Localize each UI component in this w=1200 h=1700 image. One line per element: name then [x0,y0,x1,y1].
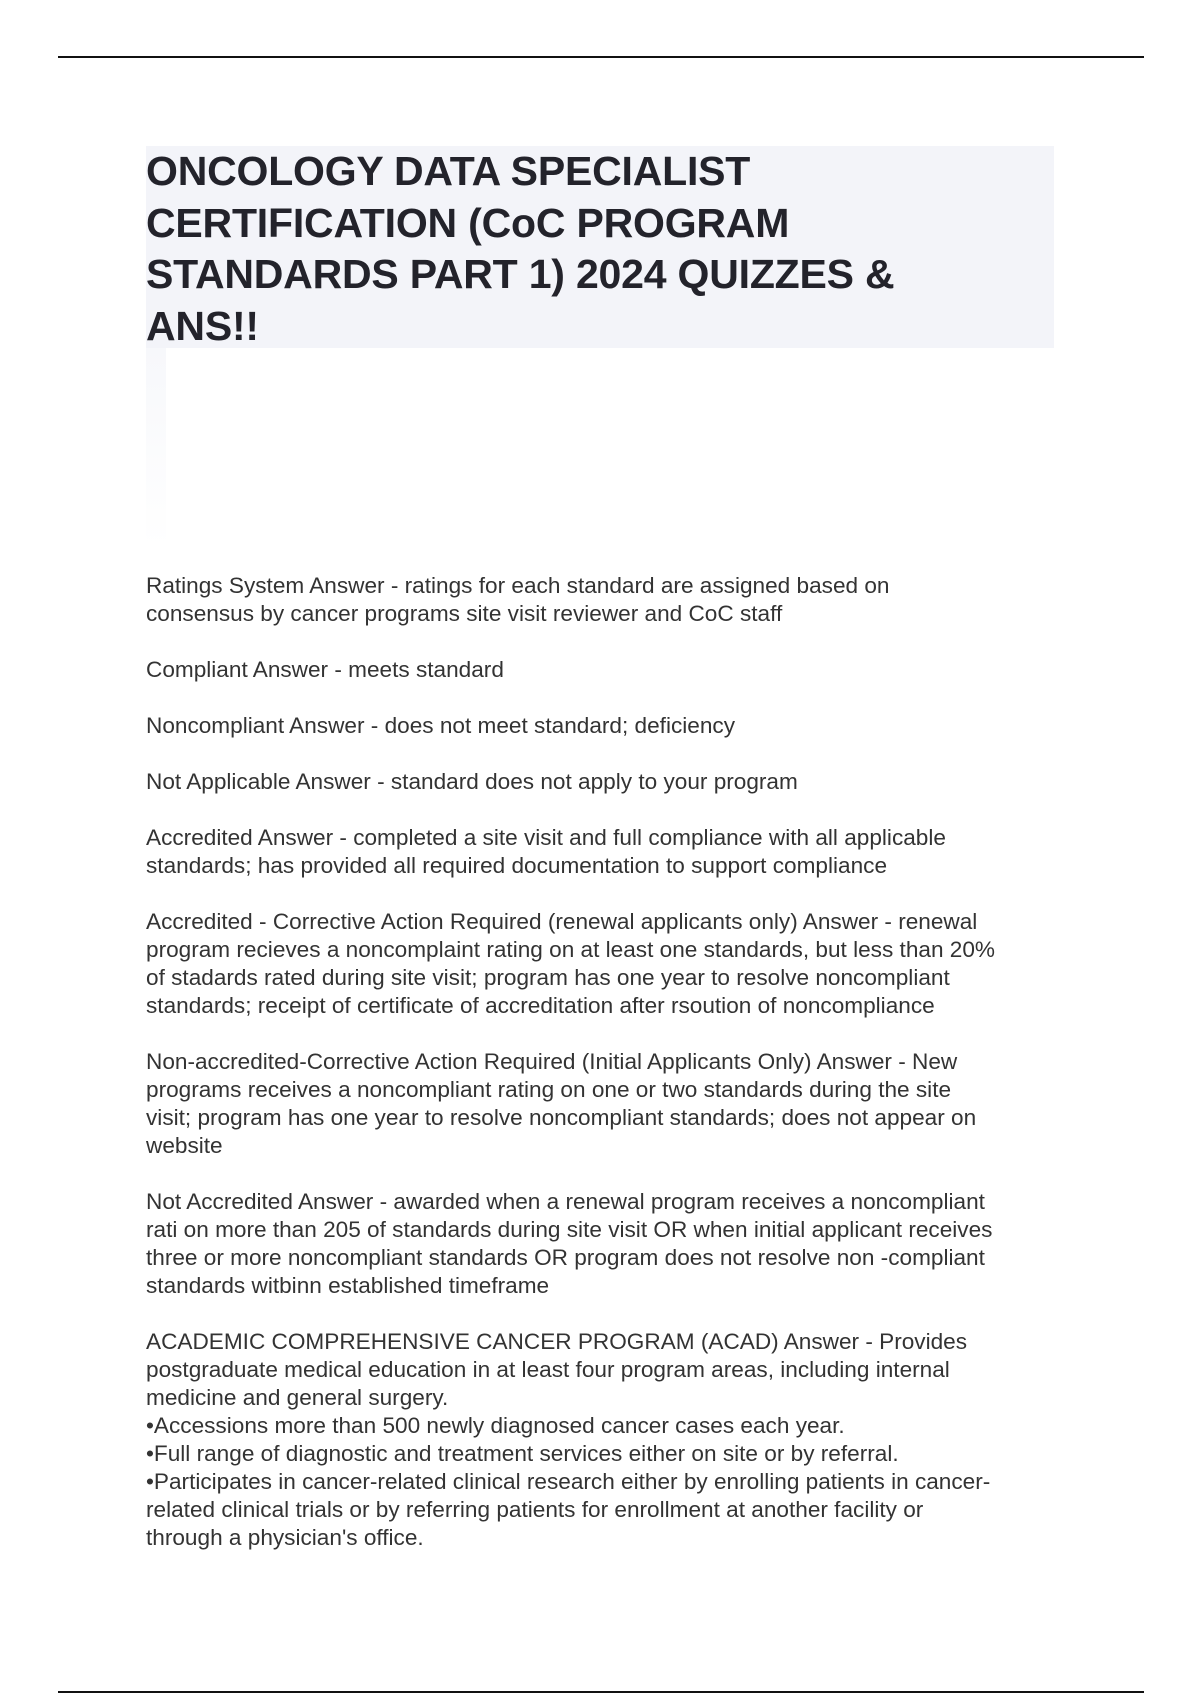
qa-entry-ratings-system: Ratings System Answer - ratings for each standard are assigned based on consensus by cancer programs site visit reviewer and CoC staff [146,573,890,626]
qa-entry-non-accredited-corrective: Non-accredited-Corrective Action Required (Initial Applicants Only) Answer - New programs receives a noncompliant rating on one or two standards during the site visit; program has one year to resolve noncompliant standards; does not appear on website [146,1049,977,1158]
header-rule [58,56,1144,58]
qa-entry-accredited: Accredited Answer - completed a site visit and full compliance with all applicable standards; has provided all required documentation to support compliance [146,825,946,878]
qa-entry-compliant: Compliant Answer - meets standard [146,657,504,682]
qa-list [146,572,1066,1580]
title-shade [146,348,166,548]
qa-entry-noncompliant: Noncompliant Answer - does not meet standard; deficiency [146,713,736,738]
footer-rule [58,1691,1144,1693]
document-title: ONCOLOGY DATA SPECIALIST CERTIFICATION (CoC PROGRAM STANDARDS PART 1) 2024 QUIZZES & ANS!! [146,148,895,349]
title-block [146,146,1054,348]
qa-entry-not-accredited: Not Accredited Answer - awarded when a renewal program receives a noncompliant rati on more than 205 of standards during site visit OR when initial applicant receives three or more noncompliant standards OR program does not resolve non -compliant standards witbinn established timeframe [146,1189,993,1298]
qa-entry-accredited-corrective: Accredited - Corrective Action Required (renewal applicants only) Answer - renewal program recieves a noncomplaint rating on at least one standards, but less than 20% of stadards rated during site visit; program has one year to resolve noncompliant standards; receipt of certificate of accreditation after rsoution of noncompliance [146,909,996,1018]
qa-entry-acad: ACADEMIC COMPREHENSIVE CANCER PROGRAM (ACAD) Answer - Provides postgraduate medical education in at least four program areas, including internal medicine and general surgery. •Accessions more than 500 newly diagnosed cancer cases each year. •Full range of diagnostic and treatment services either on site or by referral. •Participates in cancer-related clinical research either by enrolling patients in cancer- related clinical trials or by referring patients for enrollment at another facility or through a physician's office. [146,1329,991,1550]
qa-entry-not-applicable: Not Applicable Answer - standard does not apply to your program [146,769,798,794]
